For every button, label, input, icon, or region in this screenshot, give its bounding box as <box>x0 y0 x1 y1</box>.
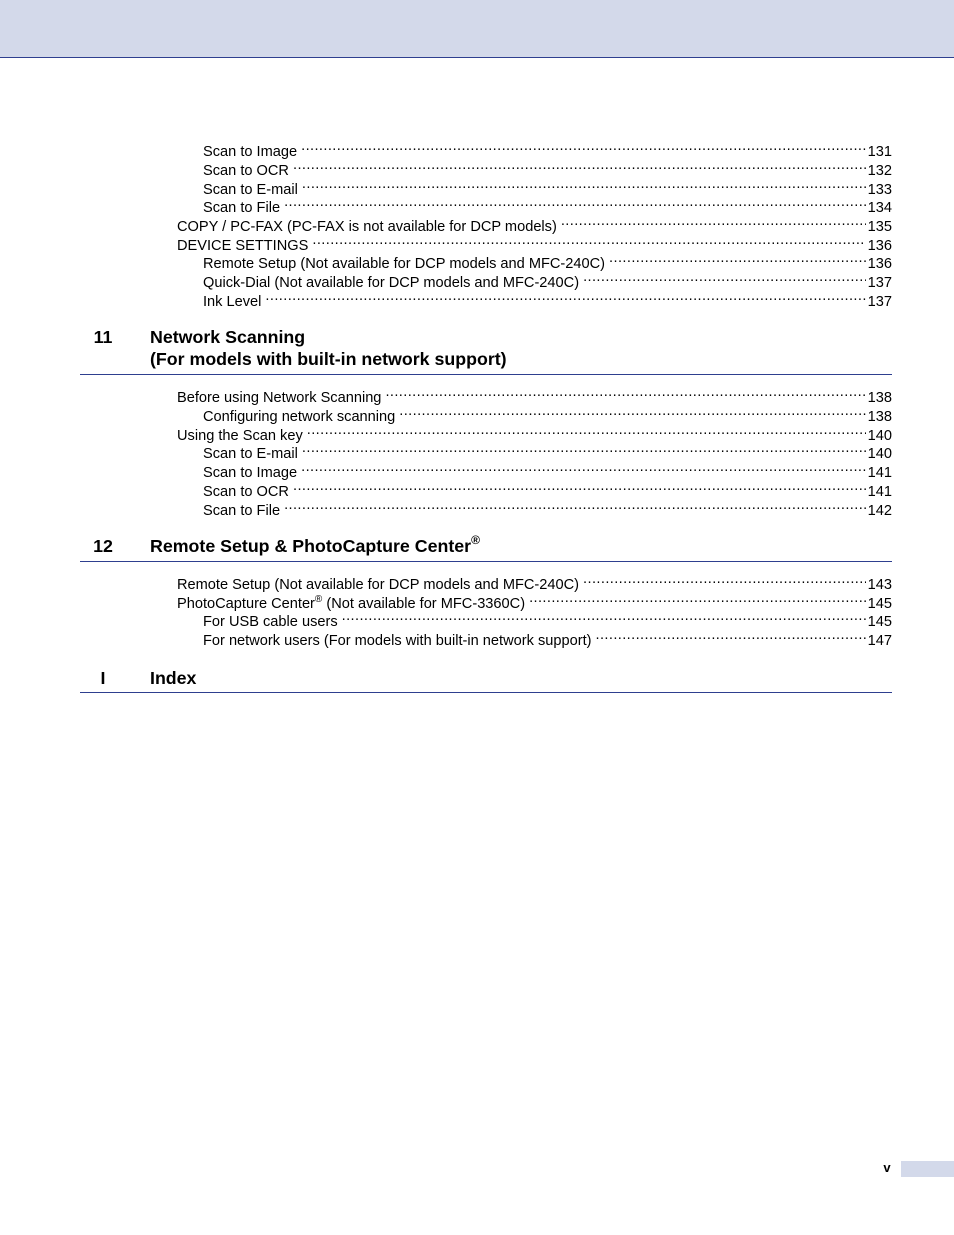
toc-page-number: 143 <box>867 577 892 593</box>
toc-entry-label: Scan to Image <box>203 465 298 481</box>
dot-leader <box>529 589 866 608</box>
toc-entry-label: For network users (For models with built-in network support) <box>203 633 592 649</box>
toc-page-number: 141 <box>867 484 892 500</box>
toc-entry-label: Ink Level <box>203 294 262 310</box>
toc-page-number: 138 <box>867 390 892 406</box>
toc-page-number: 133 <box>867 182 892 198</box>
toc-page-number: 137 <box>867 275 892 291</box>
toc-entry-scan-to-ocr-2[interactable] <box>203 477 892 500</box>
toc-entry-label: COPY / PC-FAX (PC-FAX is not available for DCP models) <box>177 219 557 235</box>
toc-entry-quick-dial[interactable] <box>203 268 892 291</box>
dot-leader <box>342 607 866 626</box>
toc-entry-label: Scan to File <box>203 503 281 519</box>
toc-page-number: 140 <box>867 446 892 462</box>
toc-entry-scan-to-file[interactable] <box>203 193 892 216</box>
toc-entry-scan-to-image-2[interactable] <box>203 458 892 481</box>
toc-entry-label: Scan to Image <box>203 144 298 160</box>
chapter-title-text: Remote Setup & PhotoCapture Center <box>150 536 472 556</box>
toc-entry-label: DEVICE SETTINGS <box>177 238 309 254</box>
toc-entry-scan-to-ocr[interactable] <box>203 156 892 179</box>
dot-leader <box>385 383 865 402</box>
dot-leader <box>609 249 866 268</box>
toc-entry-remote-setup-2[interactable] <box>177 570 892 593</box>
toc-page-number: 137 <box>867 294 892 310</box>
dot-leader <box>302 439 866 458</box>
toc-entry-label: Scan to File <box>203 200 281 216</box>
dot-leader <box>301 137 866 156</box>
toc-entry-scan-to-email[interactable] <box>203 175 892 198</box>
toc-entry-remote-setup[interactable] <box>203 249 892 272</box>
dot-leader <box>399 402 865 421</box>
chapter-heading-11[interactable] <box>80 326 892 372</box>
toc-entry-label-part: PhotoCapture Center <box>177 596 315 612</box>
dot-leader <box>293 477 866 496</box>
toc-entry-label: For USB cable users <box>203 614 338 630</box>
toc-entry-scan-to-image[interactable] <box>203 137 892 160</box>
chapter-rule <box>80 561 892 562</box>
dot-leader <box>302 175 866 194</box>
chapter-title-line-2: (For models with built-in network support) <box>150 349 507 369</box>
toc-page-number: 145 <box>867 614 892 630</box>
dot-leader <box>293 156 866 175</box>
toc-entry-label: Scan to OCR <box>203 484 289 500</box>
chapter-title: Index <box>150 668 197 688</box>
toc-page-number: 136 <box>867 238 892 254</box>
chapter-title-line-1: Network Scanning <box>150 327 306 347</box>
chapter-rule <box>80 692 892 693</box>
toc-page-number: 135 <box>867 219 892 235</box>
dot-leader <box>561 212 866 231</box>
toc-entry-usb-cable-users[interactable] <box>203 607 892 630</box>
chapter-rule <box>80 374 892 375</box>
chapter-heading-index[interactable] <box>80 667 892 691</box>
toc-page-number: 134 <box>867 200 892 216</box>
toc-entry-label: Remote Setup (Not available for DCP models and MFC-240C) <box>177 577 580 593</box>
toc-entry-configuring-network-scanning[interactable] <box>203 402 892 425</box>
toc-entry-network-users[interactable] <box>203 626 892 649</box>
chapter-number: 12 <box>93 536 113 556</box>
dot-leader <box>583 268 866 287</box>
toc-entry-scan-to-file-2[interactable] <box>203 496 892 519</box>
toc-entry-label: Scan to E-mail <box>203 182 298 198</box>
dot-leader <box>596 626 866 645</box>
toc-page-number: 140 <box>867 428 892 444</box>
toc-entry-using-scan-key[interactable] <box>177 421 892 444</box>
registered-mark: ® <box>314 594 323 605</box>
dot-leader <box>284 496 866 515</box>
toc-entry-device-settings[interactable] <box>177 231 892 254</box>
chapter-number: I <box>100 668 106 688</box>
toc-entry-before-network-scanning[interactable] <box>177 383 892 406</box>
toc-page-number: 147 <box>867 633 892 649</box>
toc-entry-photocapture-center[interactable] <box>177 589 892 612</box>
toc-entry-scan-to-email-2[interactable] <box>203 439 892 462</box>
toc-entry-label: Configuring network scanning <box>203 409 396 425</box>
toc-entry-ink-level[interactable] <box>203 287 892 310</box>
toc-entry-label: Remote Setup (Not available for DCP models and MFC-240C) <box>203 256 606 272</box>
registered-mark: ® <box>471 533 480 547</box>
chapter-heading-12[interactable] <box>80 535 892 559</box>
dot-leader <box>284 193 866 212</box>
toc-entry-label: Scan to OCR <box>203 163 289 179</box>
dot-leader <box>301 458 866 477</box>
toc-entry-label: Before using Network Scanning <box>177 390 382 406</box>
chapter-title <box>150 535 480 557</box>
toc-entry-label: Using the Scan key <box>177 428 303 444</box>
toc-entry-label: Scan to E-mail <box>203 446 298 462</box>
toc-page-number: 141 <box>867 465 892 481</box>
header-band <box>0 0 954 58</box>
toc-entry-label: Quick-Dial (Not available for DCP models and MFC-240C) <box>203 275 580 291</box>
toc-page-number: 145 <box>867 596 892 612</box>
footer-page-number: v <box>883 1160 891 1175</box>
toc-page-number: 131 <box>867 144 892 160</box>
dot-leader <box>265 287 865 306</box>
toc-page-number: 138 <box>867 409 892 425</box>
toc-page-number: 142 <box>867 503 892 519</box>
footer-tab <box>901 1161 954 1177</box>
chapter-number: 11 <box>93 327 113 347</box>
dot-leader <box>312 231 865 250</box>
toc-page-number: 136 <box>867 256 892 272</box>
toc-page-number: 132 <box>867 163 892 179</box>
toc-entry-copy-pc-fax[interactable] <box>177 212 892 235</box>
dot-leader <box>583 570 866 589</box>
toc-entry-label-part: (Not available for MFC-3360C) <box>322 596 526 612</box>
dot-leader <box>307 421 866 440</box>
